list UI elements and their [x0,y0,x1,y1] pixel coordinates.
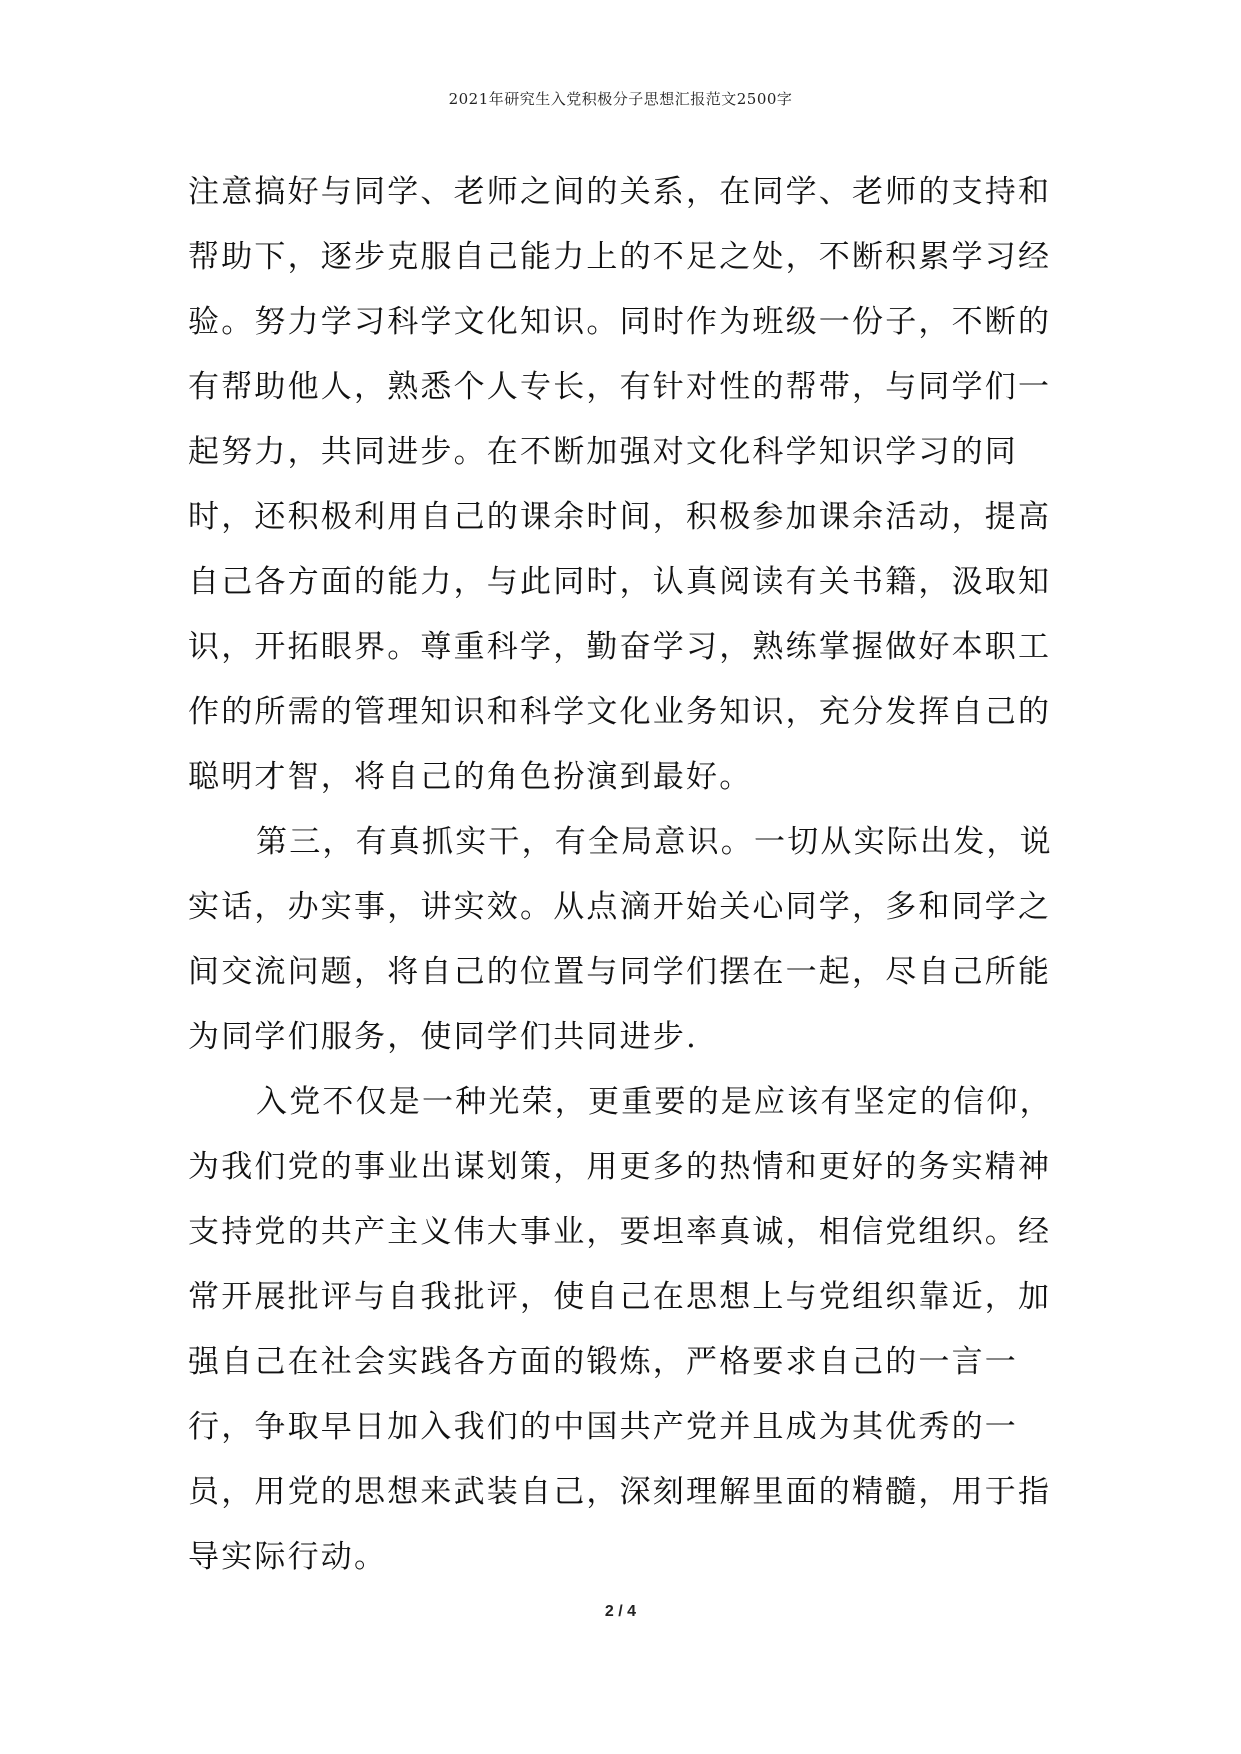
page-number: 2 / 4 [604,1603,637,1620]
paragraph-continued: 注意搞好与同学、老师之间的关系，在同学、老师的支持和帮助下，逐步克服自己能力上的不足之处，不断积累学习经验。努力学习科学文化知识。同时作为班级一份子，不断的有帮助他人，熟悉个人专长，有针对性的帮带，与同学们一起努力，共同进步。在不断加强对文化科学知识学习的同时，还积极利用自己的课余时间，积极参加课余活动，提高自己各方面的能力，与此同时，认真阅读有关书籍，汲取知识，开拓眼界。尊重科学，勤奋学习，熟练掌握做好本职工作的所需的管理知识和科学文化业务知识，充分发挥自己的聪明才智，将自己的角色扮演到最好。 [188,174,1052,795]
document-body [188,160,1058,1590]
page-header: 2021年研究生入党积极分子思想汇报范文2500字 [448,90,793,108]
paragraph-party-membership: 入党不仅是一种光荣，更重要的是应该有坚定的信仰，为我们党的事业出谋划策，用更多的热情和更好的务实精神支持党的共产主义伟大事业，要坦率真诚，相信党组织。经常开展批评与自我批评，使自己在思想上与党组织靠近，加强自己在社会实践各方面的锻炼，严格要求自己的一言一行，争取早日加入我们的中国共产党并且成为其优秀的一员，用党的思想来武装自己，深刻理解里面的精髓，用于指导实际行动。 [188,1084,1053,1575]
paragraph-third-point: 第三，有真抓实干，有全局意识。一切从实际出发，说实话，办实事，讲实效。从点滴开始关心同学，多和同学之间交流问题，将自己的位置与同学们摆在一起，尽自己所能为同学们服务，使同学们共同进步. [188,824,1053,1055]
